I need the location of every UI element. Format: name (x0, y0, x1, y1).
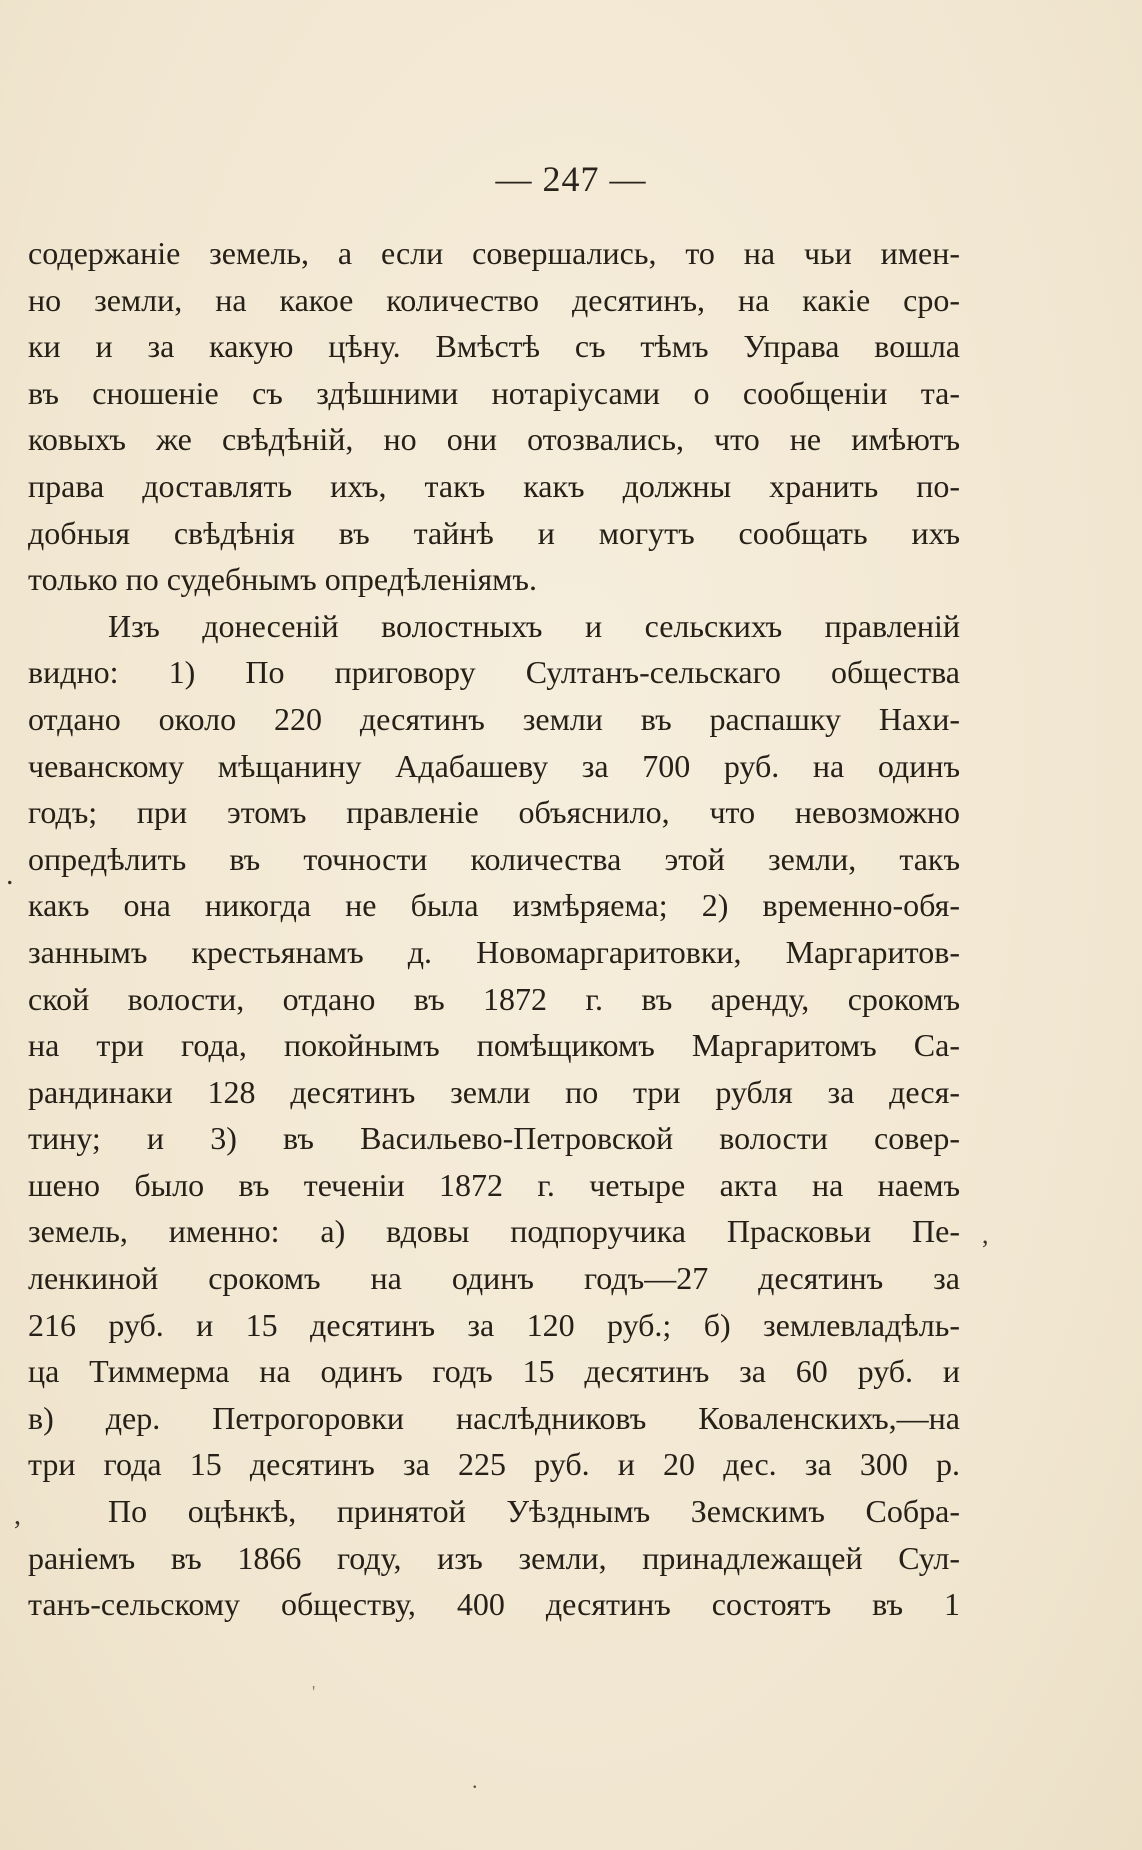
text-line: только по судебнымъ опредѣленіямъ. (28, 561, 537, 598)
text-line: ской волости, отдано въ 1872 г. въ аренду, срокомъ (28, 980, 960, 1017)
text-line: По оцѣнкѣ, принятой Уѣзднымъ Земскимъ Собра- (108, 1493, 960, 1530)
text-line: шено было въ теченіи 1872 г. четыре акта на наемъ (28, 1166, 960, 1203)
text-line: раніемъ въ 1866 году, изъ земли, принадлежащей Сул- (28, 1539, 960, 1576)
text-line: танъ-сельскому обществу, 400 десятинъ состоятъ въ 1 (28, 1586, 960, 1623)
text-line: но земли, на какое количество десятинъ, на какіе сро- (28, 281, 960, 318)
text-line: ковыхъ же свѣдѣній, но они отозвались, что не имѣютъ (28, 421, 960, 458)
text-line: содержаніе земель, а если совершались, то на чьи имен- (28, 235, 960, 271)
margin-dot: . (6, 858, 14, 891)
text-line: на три года, покойнымъ помѣщикомъ Маргаритомъ Са- (28, 1027, 960, 1064)
page-number: — 247 — (495, 159, 647, 199)
text-line: опредѣлить въ точности количества этой земли, такъ (28, 840, 960, 877)
stray-dot: . (472, 1768, 478, 1793)
text-line: в) дер. Петрогоровки наслѣдниковъ Коваленскихъ,—на (28, 1399, 960, 1436)
stray-dot-2: ' (312, 1682, 316, 1702)
text-line: какъ она никогда не была измѣряема; 2) временно-обя- (28, 887, 960, 924)
text-line: чеванскому мѣщанину Адабашеву за 700 руб. на одинъ (28, 747, 960, 784)
text-line: права доставлять ихъ, такъ какъ должны хранить по- (28, 467, 960, 504)
text-line: видно: 1) По приговору Султанъ-сельскаго общества (28, 654, 960, 691)
text-line: ленкиной срокомъ на одинъ годъ—27 десятинъ за (28, 1260, 960, 1297)
text-line: заннымъ крестьянамъ д. Новомаргаритовки, Маргаритов- (28, 933, 960, 970)
text-line: земель, именно: а) вдовы подпоручика Прасковьи Пе- (28, 1213, 960, 1250)
body-text (28, 230, 960, 1628)
margin-tick: , (982, 1220, 989, 1249)
text-line: тину; и 3) въ Васильево-Петровской волости совер- (28, 1120, 960, 1157)
margin-comma: , (14, 1500, 21, 1531)
text-line: добныя свѣдѣнія въ тайнѣ и могутъ сообщать ихъ (28, 514, 960, 551)
text-line: ки и за какую цѣну. Вмѣстѣ съ тѣмъ Управа вошла (28, 328, 960, 365)
text-line: рандинаки 128 десятинъ земли по три рубля за деся- (28, 1073, 960, 1110)
text-line: въ сношеніе съ здѣшними нотаріусами о сообщеніи та- (28, 374, 960, 411)
text-line: отдано около 220 десятинъ земли въ распашку Нахи- (28, 700, 960, 737)
text-line: ца Тиммерма на одинъ годъ 15 десятинъ за 60 руб. и (28, 1353, 960, 1390)
text-line: три года 15 десятинъ за 225 руб. и 20 дес. за 300 р. (28, 1446, 960, 1483)
text-line: 216 руб. и 15 десятинъ за 120 руб.; б) землевладѣль- (28, 1306, 960, 1343)
text-line: годъ; при этомъ правленіе объяснило, что невозможно (28, 794, 960, 831)
text-line: Изъ донесеній волостныхъ и сельскихъ правленій (108, 607, 960, 644)
